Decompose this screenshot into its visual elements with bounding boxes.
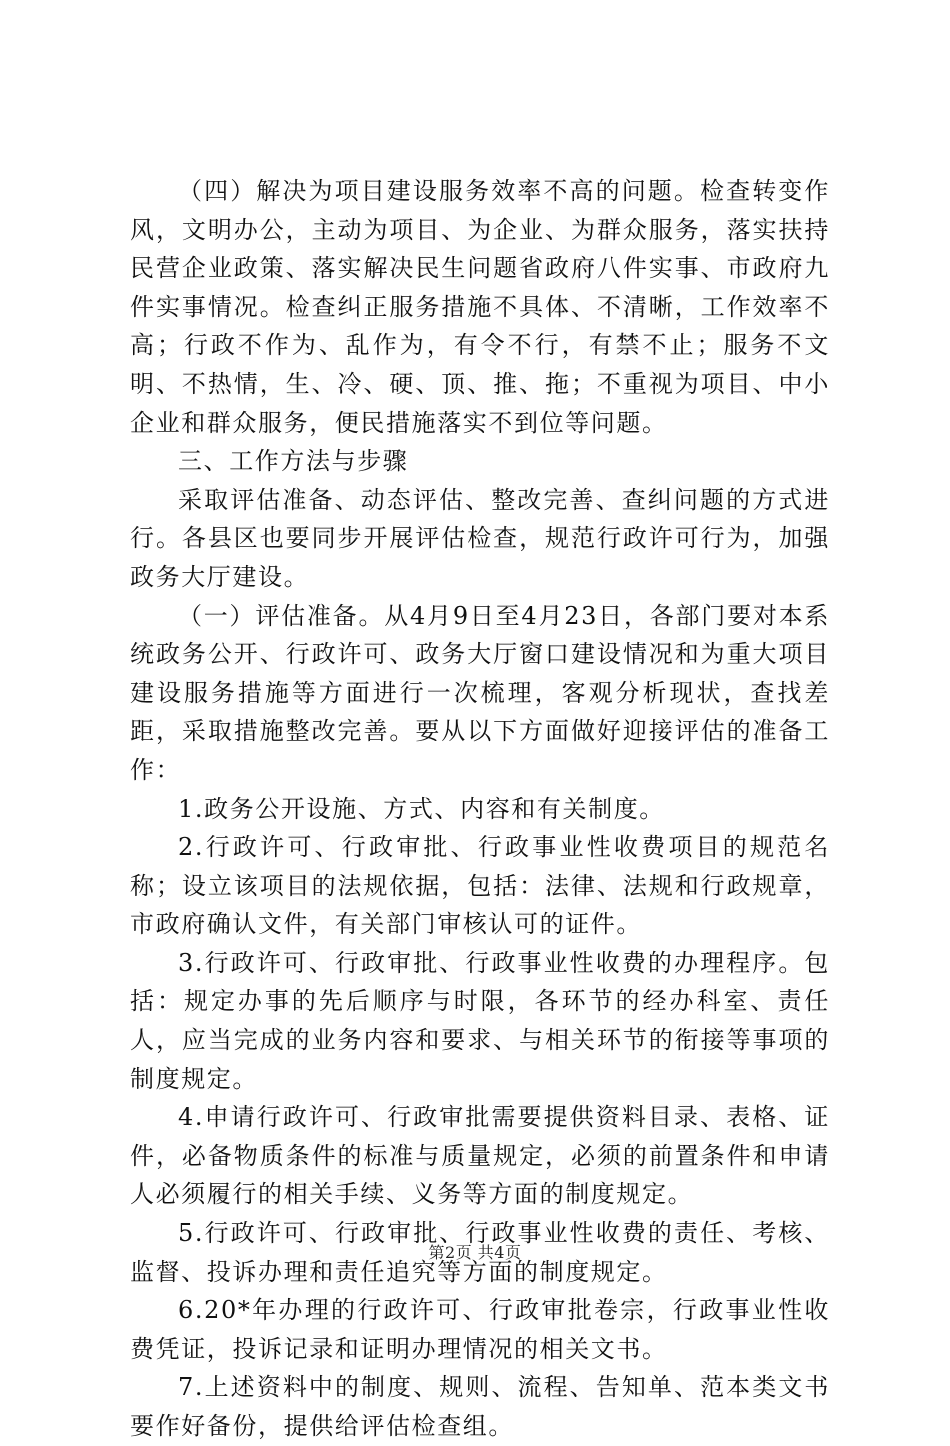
paragraph-section-four: （四）解决为项目建设服务效率不高的问题。检查转变作风，文明办公，主动为项目、为企业、为群众服务，落实扶持民营企业政策、落实解决民生问题省政府八件实事、市政府九件实事情况。检查纠正服务措施不具体、不清晰，工作效率不高；行政不作为、乱作为，有令不行，有禁不止；服务不文明、不热情，生、冷、硬、顶、推、拖；不重视为项目、中小企业和群众服务，便民措施落实不到位等问题。: [130, 177, 830, 437]
list-item-2: 2.行政许可、行政审批、行政事业性收费项目的规范名称；设立该项目的法规依据，包括：法律、法规和行政规章，市政府确认文件，有关部门审核认可的证件。: [130, 833, 830, 939]
list-item-4: 4.申请行政许可、行政审批需要提供资料目录、表格、证件，必备物质条件的标准与质量规定，必须的前置条件和申请人必须履行的相关手续、义务等方面的制度规定。: [130, 1103, 830, 1209]
list-item-6: 6.20*年办理的行政许可、行政审批卷宗，行政事业性收费凭证，投诉记录和证明办理情况的相关文书。: [130, 1296, 830, 1363]
section-heading-methods: 三、工作方法与步骤: [178, 447, 409, 476]
paragraph-preparation: （一）评估准备。从4月9日至4月23日，各部门要对本系统政务公开、行政许可、政务大厅窗口建设情况和为重大项目建设服务措施等方面进行一次梳理，客观分析现状，查找差距，采取措施整改完善。要从以下方面做好迎接评估的准备工作：: [130, 601, 830, 784]
list-item-5: 5.行政许可、行政审批、行政事业性收费的责任、考核、监督、投诉办理和责任追究等方面的制度规定。: [130, 1219, 830, 1286]
list-item-1: 1.政务公开设施、方式、内容和有关制度。: [178, 794, 665, 823]
page-number-footer: 第2页 共4页: [428, 1243, 522, 1262]
paragraph-methods-intro: 采取评估准备、动态评估、整改完善、查纠问题的方式进行。各县区也要同步开展评估检查，规范行政许可行为，加强政务大厅建设。: [130, 485, 830, 591]
list-item-7: 7.上述资料中的制度、规则、流程、告知单、范本类文书要作好备份，提供给评估检查组。: [130, 1373, 830, 1440]
list-item-3: 3.行政许可、行政审批、行政事业性收费的办理程序。包括：规定办事的先后顺序与时限，各环节的经办科室、责任人，应当完成的业务内容和要求、与相关环节的衔接等事项的制度规定。: [130, 948, 830, 1093]
